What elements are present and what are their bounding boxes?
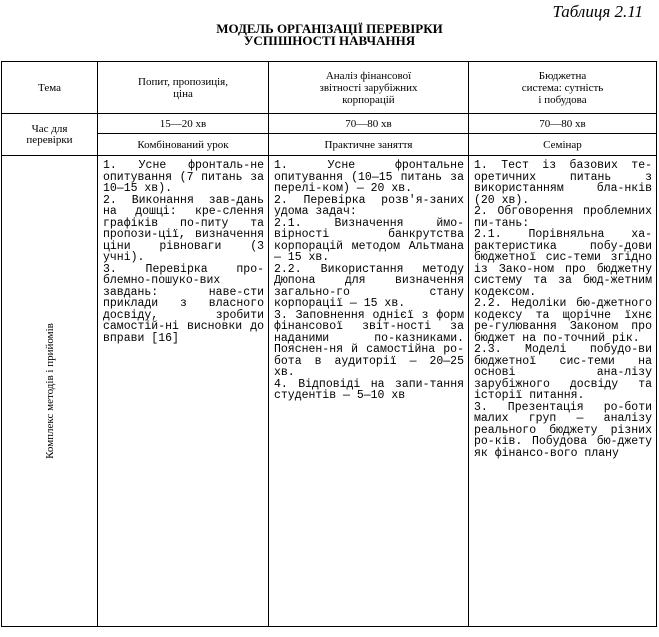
method-item: 2. Перевірка розв'я-заних удома задач: [274, 193, 464, 218]
header-topic-3-line: і побудова [538, 93, 587, 106]
method-item: 2.1. Визначення ймо-вірності банкрутства корпорацій методом Альтмана — 15 хв. [274, 216, 464, 264]
format-value-3: Семінар [469, 134, 657, 156]
time-value-2: 70—80 хв [269, 114, 469, 134]
header-topic-2 [269, 62, 469, 114]
header-topic-3-line: система: сутність [521, 81, 604, 94]
method-item: 3. Презентація ро-боти малих груп — аналізу реального бюджету різних ро-ків. Побудова бю-джету як фінансо-вого плану [474, 400, 652, 460]
time-label [2, 114, 98, 156]
method-item: 3. Заповнення однієї з форм фінансової звіт-ності за наданими по-казниками. Пояснен-ня й самостійна ро-бота в аудиторії — 20—25 хв. [274, 308, 464, 379]
header-topic-3 [469, 62, 657, 114]
title-line-1: МОДЕЛЬ ОРГАНІЗАЦІЇ ПЕРЕВІРКИ [216, 21, 443, 36]
table-caption: Таблиця 2.11 [552, 2, 643, 21]
header-topic-1 [98, 62, 269, 114]
method-item: 1. Тест із базових те-оретичних питань з використанням бла-нків (20 хв). [474, 159, 652, 207]
methods-cell-1 [98, 156, 269, 627]
methods-row [2, 156, 657, 627]
header-topic-1-line: Попит, пропозиція, [138, 75, 228, 88]
testing-model-table [1, 61, 657, 627]
methods-list-3 [469, 156, 656, 459]
table-title [0, 23, 659, 47]
time-value-3: 70—80 хв [469, 114, 657, 134]
time-row [2, 114, 657, 134]
time-label-line: Час для [31, 122, 68, 135]
header-topic-2-line: корпорацій [342, 93, 395, 106]
methods-label-cell [2, 156, 98, 627]
methods-cell-3 [469, 156, 657, 627]
title-line-2: УСПІШНОСТІ НАВЧАННЯ [243, 33, 416, 48]
format-value-1: Комбінований урок [98, 134, 269, 156]
method-item: 2.2. Використання методу Дюпона для визначення загально-го стану корпорації — 15 хв. [274, 262, 464, 310]
methods-list-2 [269, 156, 468, 402]
header-topic-1-line: ціна [173, 87, 193, 100]
method-item: 1. Усне фронталь-не опитування (7 питань за 10—15 хв). [103, 159, 264, 195]
time-value-1: 15—20 хв [98, 114, 269, 134]
methods-cell-2 [269, 156, 469, 627]
method-item: 1. Усне фронтальне опитування (10—15 питань за перелі-ком) — 20 хв. [274, 159, 464, 195]
header-topic-2-line: звітності зарубіжних [319, 81, 418, 94]
methods-label: Комплекс методів і прийомів [43, 323, 56, 459]
method-item: 2. Виконання зав-дань на дошці: кре-слення графіків по-питу та пропози-ції, визначення ціни рівноваги (3 учні). [103, 193, 264, 264]
header-topic-label: Тема [2, 62, 98, 114]
method-item: 3. Перевірка про-блемно-пошуко-вих завдань: наве-сти приклади з власного досвіду, зробити самостій-ні висновки до вправи [16] [103, 262, 264, 345]
method-item: 2. Обговорення проблемних пи-тань: [474, 205, 652, 230]
method-item: 4. Відповіді на запи-тання студентів — 5—10 хв [274, 377, 464, 402]
method-item: 2.3. Моделі побудо-ви бюджетної сис-теми на основі ана-лізу зарубіжного досвіду та історії питання. [474, 343, 652, 402]
method-item: 2.1. Порівняльна ха-рактеристика побу-дови бюджетної сис-теми згідно із Зако-ном про бюджетну систему та за бюд-жетним кодексом. [474, 228, 652, 299]
header-row [2, 62, 657, 114]
method-item: 2.2. Недоліки бю-джетного кодексу та щорічне їхнє ре-гулювання Законом про бюджет на по-точний рік. [474, 297, 652, 345]
header-topic-3-line: Бюджетна [538, 69, 587, 82]
header-topic-2-line: Аналіз фінансової [325, 69, 412, 82]
methods-list-1 [98, 156, 268, 344]
format-value-2: Практичне заняття [269, 134, 469, 156]
format-row [2, 134, 657, 156]
time-label-line: перевірки [26, 133, 73, 146]
